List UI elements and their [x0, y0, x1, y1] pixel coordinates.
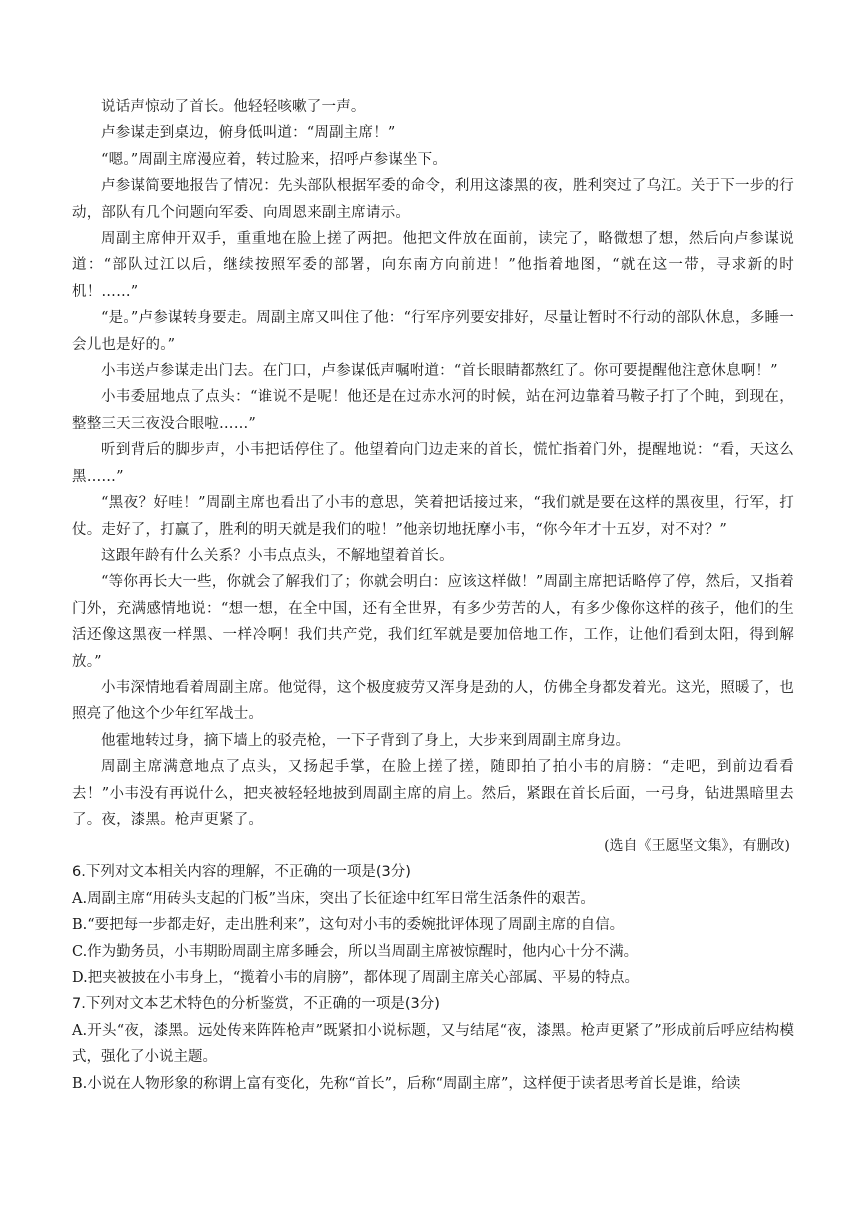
passage-paragraph: 他霍地转过身，摘下墙上的驳壳枪，一下子背到了身上，大步来到周副主席身边。: [101, 732, 631, 749]
question-6: [72, 859, 794, 991]
passage-paragraph: 周副主席满意地点了点头，又扬起手掌，在脸上搓了搓，随即拍了拍小韦的肩膀：“走吧，到前边看看去！”小韦没有再说什么，把夹被轻轻地披到周副主席的肩上。然后，紧跟在首长后面，一弓身，钻进黑暗里去了。夜，漆黑。枪声更紧了。: [72, 759, 794, 828]
option-b: B.小说在人物形象的称谓上富有变化，先称“首长”，后称“周副主席”，这样便于读者思考首长是谁，给读: [72, 1075, 741, 1092]
passage-paragraph: 卢参谋走到桌边，俯身低叫道：“周副主席！”: [101, 125, 396, 142]
question-7: [72, 991, 794, 1097]
option-b: B.“要把每一步都走好，走出胜利来”，这句对小韦的委婉批评体现了周副主席的自信。: [72, 917, 625, 934]
option-a: A.开头“夜，漆黑。远处传来阵阵枪声”既紧扣小说标题，又与结尾“夜，漆黑。枪声更紧了”形成前后呼应结构模式，强化了小说主题。: [72, 1022, 794, 1066]
passage-paragraph: 小韦送卢参谋走出门去。在门口，卢参谋低声嘱咐道：“首长眼睛都熬红了。你可要提醒他注意休息啊！”: [101, 363, 778, 380]
option-c: C.作为勤务员，小韦期盼周副主席多睡会，所以当周副主席被惊醒时，他内心十分不满。: [72, 943, 639, 960]
passage: [72, 94, 794, 833]
passage-paragraph: “嗯。”周副主席漫应着，转过脸来，招呼卢参谋坐下。: [101, 151, 448, 168]
source-citation: (选自《王愿坚文集》，有删改): [604, 838, 790, 855]
passage-paragraph: 小韦深情地看着周副主席。他觉得，这个极度疲劳又浑身是劲的人，仿佛全身都发着光。这光，照暖了，也照亮了他这个少年红军战士。: [72, 679, 794, 723]
passage-paragraph: 卢参谋简要地报告了情况：先头部队根据军委的命令，利用这漆黑的夜，胜利突过了乌江。关于下一步的行动，部队有几个问题向军委、向周恩来副主席请示。: [72, 178, 794, 221]
option-a: A.周副主席“用砖头支起的门板”当床，突出了长征途中红军日常生活条件的艰苦。: [72, 890, 595, 907]
passage-paragraph: 周副主席伸开双手，重重地在脸上搓了两把。他把文件放在面前，读完了，略微想了想，然后向卢参谋说道：“部队过江以后，继续按照军委的部署，向东南方向前进！”他指着地图，“就在这一带，寻求新的时机！……”: [72, 231, 794, 300]
option-d: D.把夹被披在小韦身上，“揽着小韦的肩膀”，都体现了周副主席关心部属、平易的特点。: [72, 970, 640, 986]
question-stem: 7.下列对文本艺术特色的分析鉴赏，不正确的一项是(3分): [72, 996, 440, 1013]
passage-paragraph: “黑夜？好哇！”周副主席也看出了小韦的意思，笑着把话接过来，“我们就是要在这样的黑夜里，行军，打仗。走好了，打赢了，胜利的明天就是我们的啦！”他亲切地抚摩小韦，“你今年才十五岁，对不对？”: [72, 495, 794, 538]
question-stem: 6.下列对文本相关内容的理解，不正确的一项是(3分): [72, 864, 411, 881]
passage-paragraph: 小韦委屈地点了点头：“谁说不是呢！他还是在过赤水河的时候，站在河边靠着马鞍子打了个盹，到现在，整整三天三夜没合眼啦……”: [72, 389, 794, 432]
passage-paragraph: 这跟年龄有什么关系？小韦点点头，不解地望着首长。: [101, 547, 454, 564]
passage-paragraph: 听到背后的脚步声，小韦把话停住了。他望着向门边走来的首长，慌忙指着门外，提醒地说：“看，天这么黑……”: [72, 442, 794, 485]
passage-paragraph: “是。”卢参谋转身要走。周副主席又叫住了他：“行军序列要安排好，尽量让暂时不行动的部队休息，多睡一会儿也是好的。”: [72, 310, 794, 353]
passage-paragraph: “等你再长大一些，你就会了解我们了；你就会明白：应该这样做！”周副主席把话略停了停，然后，又指着门外，充满感情地说：“想一想，在全中国，还有全世界，有多少劳苦的人，有多少像你这样的孩子，他们的生活还像这黑夜一样黑、一样冷啊！我们共产党，我们红军就是要加倍地工作，工作，让他们看到太阳，得到解放。”: [72, 574, 794, 670]
passage-paragraph: 说话声惊动了首长。他轻轻咳嗽了一声。: [101, 99, 366, 115]
